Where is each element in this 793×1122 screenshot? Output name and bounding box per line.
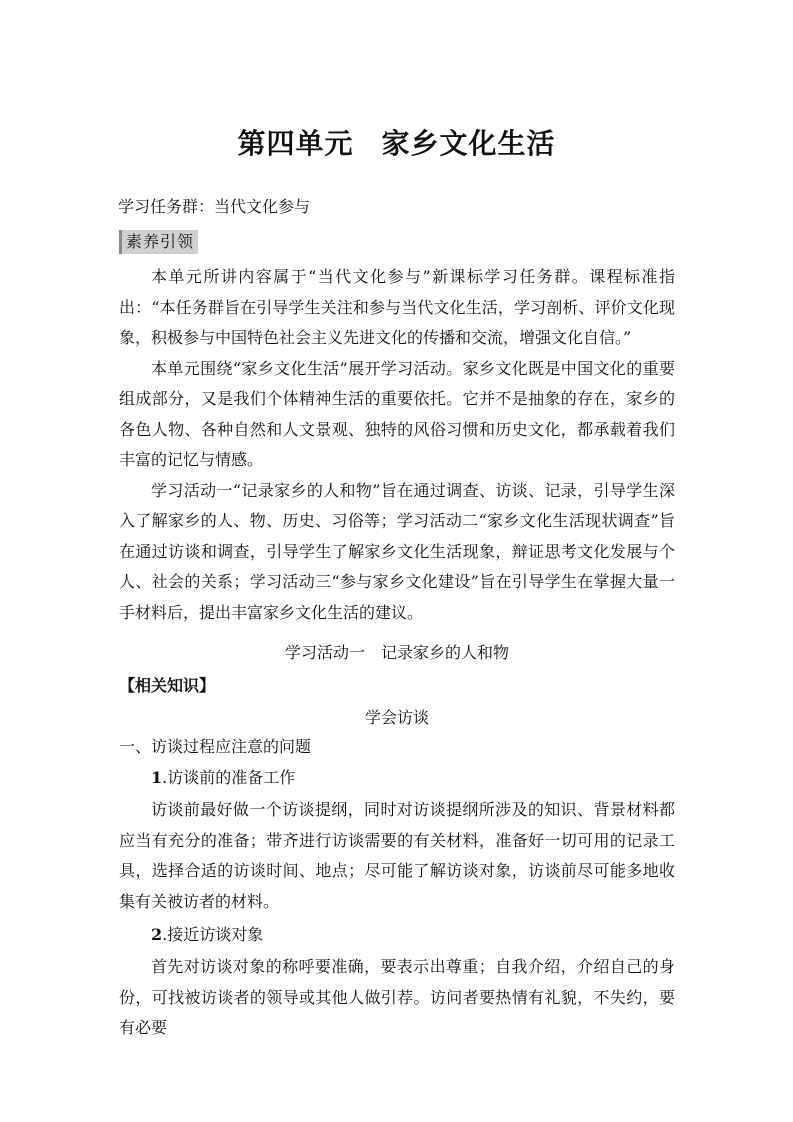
task-group-label: 学习任务群：当代文化参与	[118, 197, 311, 216]
activity-heading	[119, 640, 675, 666]
intro-paragraph: 本单元所讲内容属于“当代文化参与”新课标学习任务群。课程标准指出：“本任务群旨在引导学生关注和参与当代文化生活，学习剖析、评价文化现象，积极参与中国特色社会主义先进文化的传播和交流，增强文化自信。”	[119, 267, 675, 347]
item-heading	[151, 765, 295, 791]
activity-heading-number: 学习活动一	[284, 643, 365, 662]
item-title: .接近访谈对象	[162, 925, 264, 944]
intro-section	[119, 262, 675, 628]
item-title: .访谈前的准备工作	[162, 768, 296, 787]
title-topic: 家乡文化生活	[381, 127, 556, 160]
item-number: 1	[151, 768, 163, 787]
item-number: 2	[151, 925, 163, 944]
subtopic-heading: 学会访谈	[364, 708, 429, 727]
item-body	[119, 795, 675, 917]
item-paragraph: 首先对访谈对象的称呼要准确，要表示出尊重；自我介绍，介绍自己的身份，可找被访谈者的领导或其他人做引荐。访问者要热情有礼貌，不失约，要有必要	[119, 957, 675, 1037]
section-tag: 素养引领	[119, 230, 198, 254]
section-one-heading: 一、访谈过程应注意的问题	[119, 737, 312, 756]
activity-heading-title: 记录家乡的人和物	[381, 643, 510, 662]
intro-paragraph: 本单元围绕“家乡文化生活”展开学习活动。家乡文化既是中国文化的重要组成部分，又是我们个体精神生活的重要依托。它并不是抽象的存在，家乡的各色人物、各种自然和人文景观、独特的风俗习惯和历史文化，都承载着我们丰富的记忆与情感。	[119, 358, 675, 469]
item-body	[119, 952, 675, 1044]
item-heading	[151, 922, 263, 948]
item-paragraph: 访谈前最好做一个访谈提纲，同时对访谈提纲所涉及的知识、背景材料都应当有充分的准备；带齐进行访谈需要的有关材料，准备好一切可用的记录工具，选择合适的访谈时间、地点；尽可能了解访谈对象，访谈前尽可能多地收集有关被访者的材料。	[119, 800, 675, 911]
intro-paragraph: 学习活动一“记录家乡的人和物”旨在通过调查、访谈、记录，引导学生深入了解家乡的人、物、历史、习俗等；学习活动二“家乡文化生活现状调查”旨在通过访谈和调查，引导学生了解家乡文化生活现象，辩证思考文化发展与个人、社会的关系；学习活动三“参与家乡文化建设”旨在引导学生在掌握大量一手材料后，提出丰富家乡文化生活的建议。	[119, 480, 675, 622]
title-unit: 第四单元	[237, 127, 354, 160]
related-knowledge-heading: 【相关知识】	[119, 676, 216, 695]
page-title	[0, 124, 793, 164]
